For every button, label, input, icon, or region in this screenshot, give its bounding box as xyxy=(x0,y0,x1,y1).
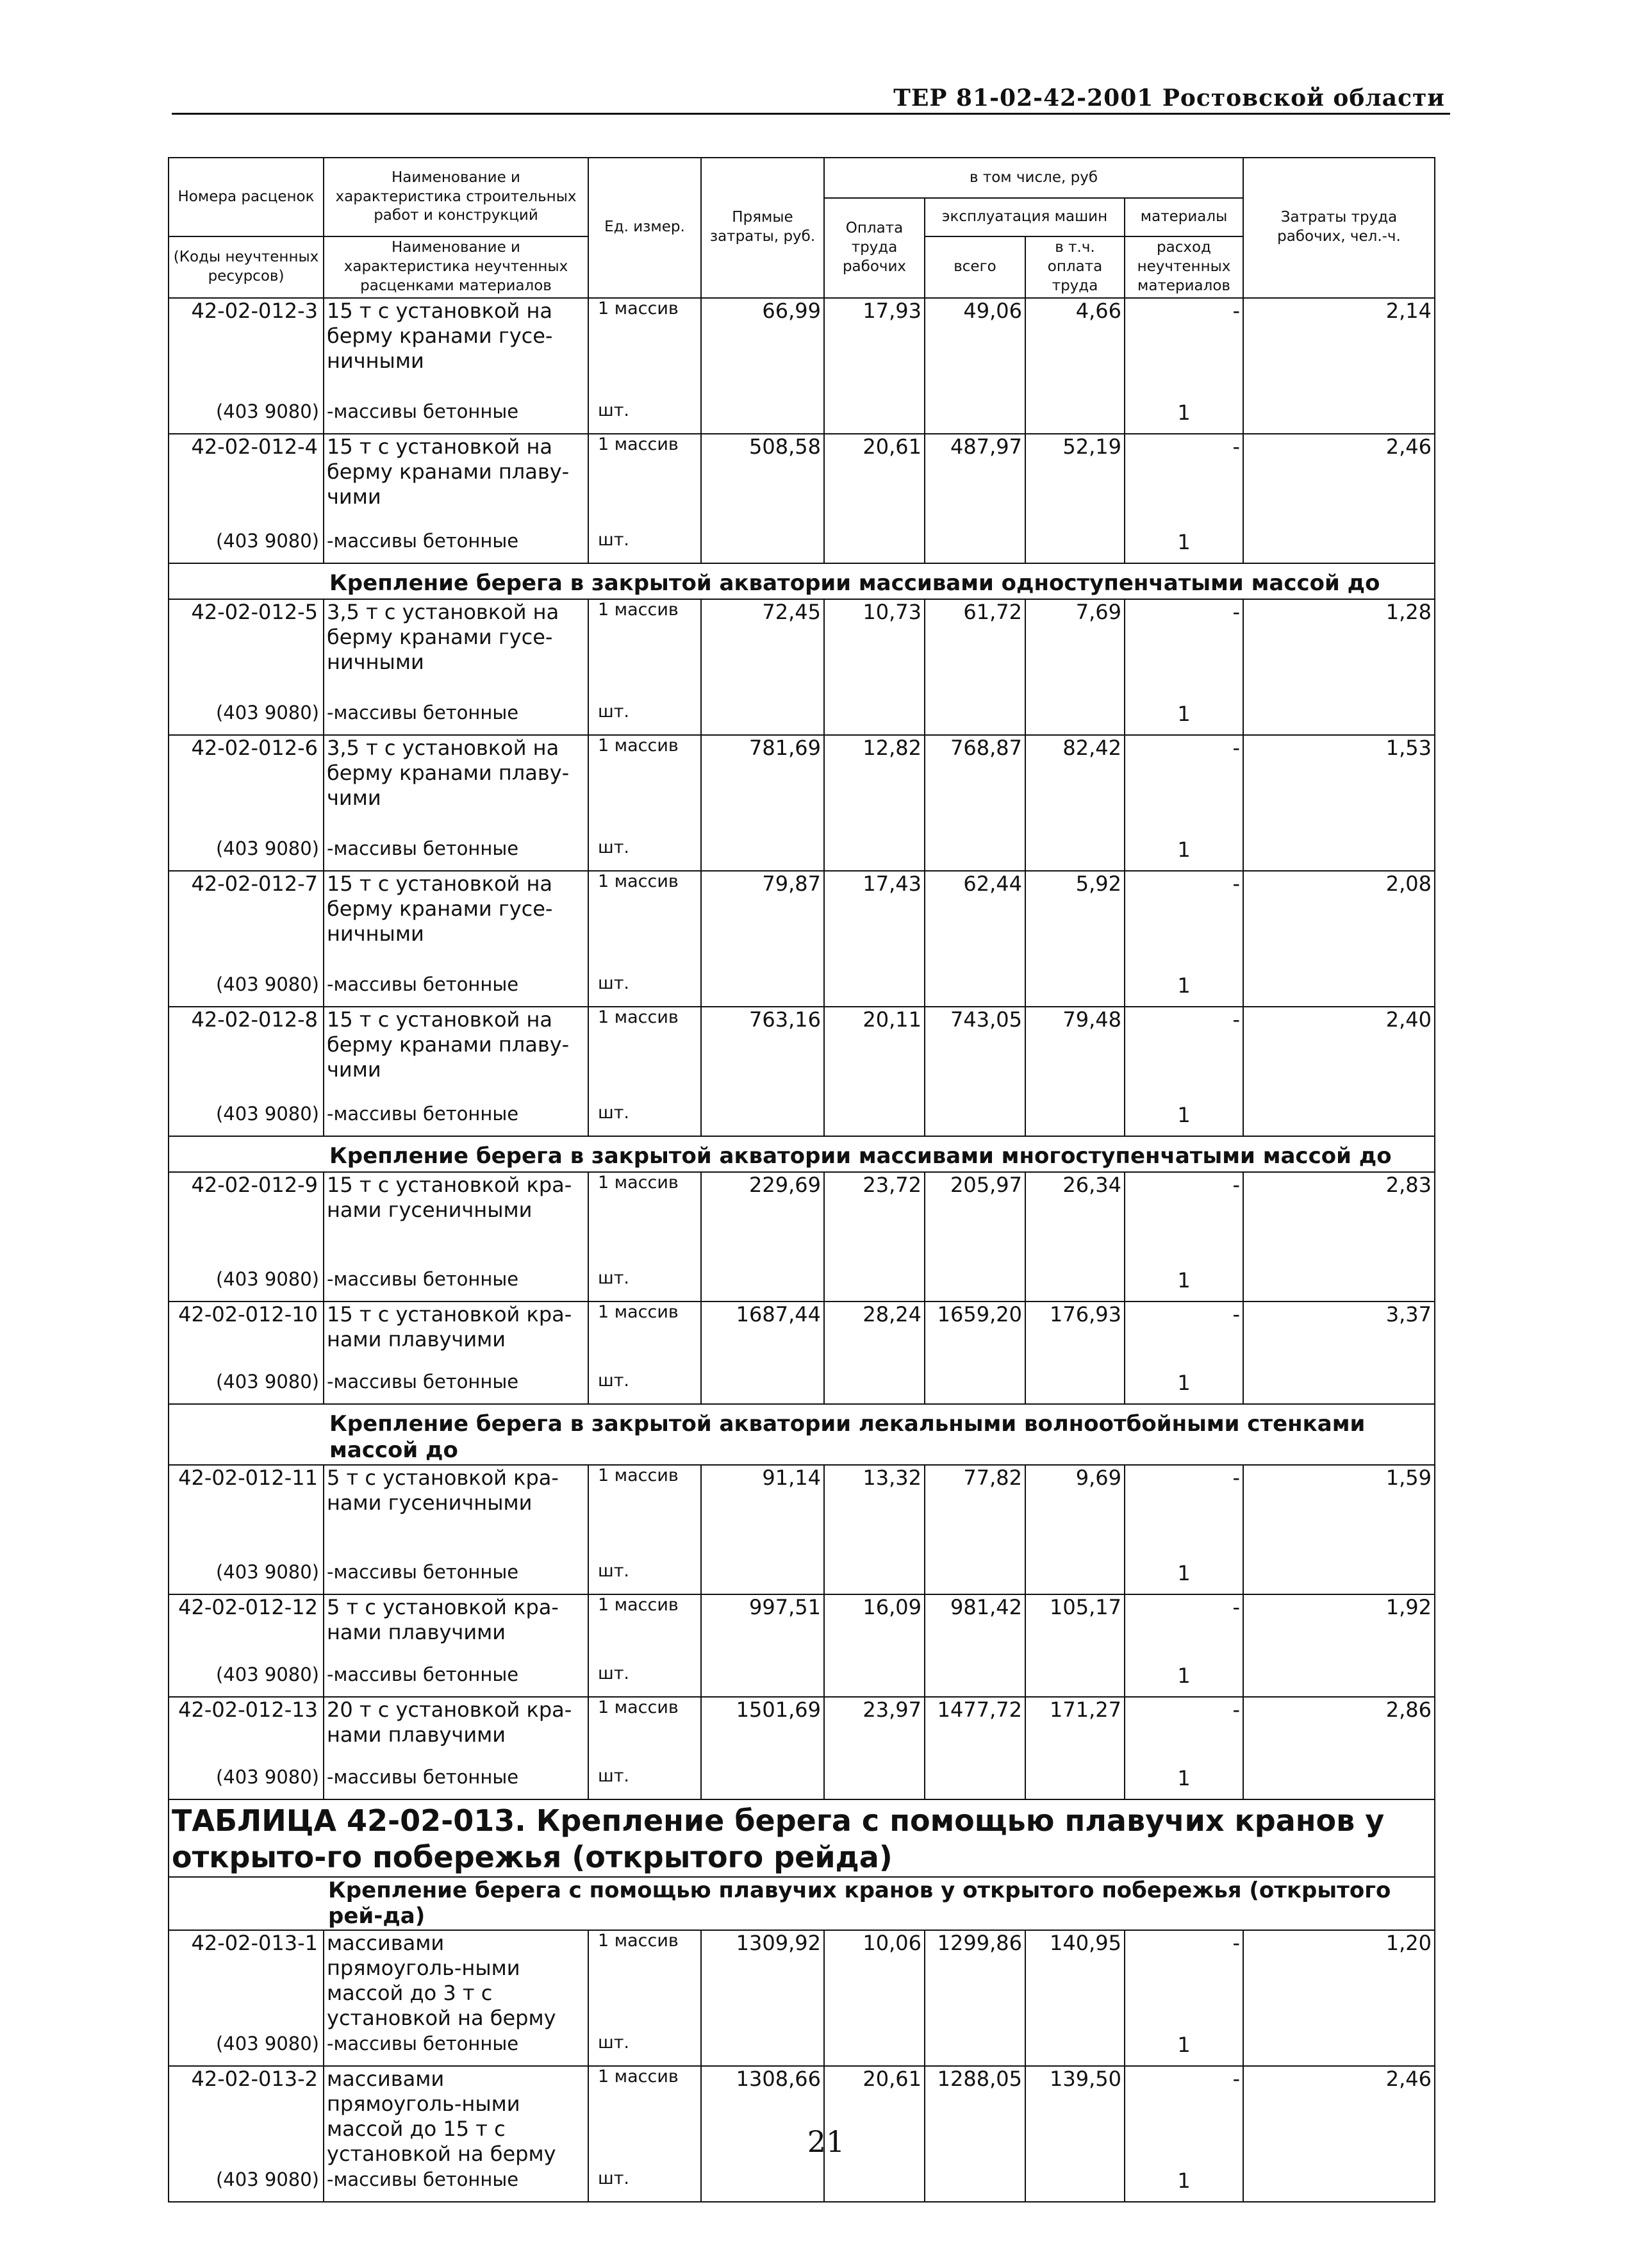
resource-hours-empty xyxy=(1243,1664,1435,1697)
rate-code: 42-02-012-8 xyxy=(169,1007,324,1103)
resource-quantity: 1 xyxy=(1125,2169,1243,2202)
rate-hours: 2,83 xyxy=(1243,1172,1435,1268)
rate-direct: 1308,66 xyxy=(701,2066,824,2169)
resource-code: (403 9080) xyxy=(169,838,324,871)
rate-machines-labor: 7,69 xyxy=(1025,599,1125,702)
rate-materials: - xyxy=(1125,434,1243,530)
rate-row xyxy=(169,298,1435,401)
resource-unit: шт. xyxy=(588,973,701,1007)
header-unit: Ед. измер. xyxy=(588,158,701,298)
rate-labor: 20,11 xyxy=(824,1007,925,1103)
resource-name: -массивы бетонные xyxy=(324,1268,588,1302)
rate-code: 42-02-012-11 xyxy=(169,1465,324,1561)
resource-labor-empty xyxy=(824,973,925,1007)
rate-machines: 62,44 xyxy=(925,871,1025,973)
resource-machines-empty xyxy=(925,1268,1025,1302)
rate-hours: 2,40 xyxy=(1243,1007,1435,1103)
rate-name: 15 т с установкой кра-нами плавучими xyxy=(324,1302,588,1371)
resource-machines-labor-empty xyxy=(1025,1103,1125,1136)
resource-hours-empty xyxy=(1243,1766,1435,1799)
page-number: 21 xyxy=(807,2124,845,2159)
rate-unit: 1 массив xyxy=(588,1302,701,1371)
resource-labor-empty xyxy=(824,1268,925,1302)
rate-code: 42-02-012-5 xyxy=(169,599,324,702)
resource-direct-empty xyxy=(701,2033,824,2066)
rate-name: 15 т с установкой на берму кранами гусе-ничными xyxy=(324,871,588,973)
rate-hours: 3,37 xyxy=(1243,1302,1435,1371)
rate-machines: 981,42 xyxy=(925,1594,1025,1664)
rate-machines: 77,82 xyxy=(925,1465,1025,1561)
rate-direct: 781,69 xyxy=(701,735,824,838)
resource-machines-labor-empty xyxy=(1025,2033,1125,2066)
resource-direct-empty xyxy=(701,1664,824,1697)
rate-machines-labor: 176,93 xyxy=(1025,1302,1125,1371)
rate-materials: - xyxy=(1125,1007,1243,1103)
header-direct: Прямые затраты, руб. xyxy=(701,158,824,298)
resource-code: (403 9080) xyxy=(169,1766,324,1799)
header-code: Номера расценок xyxy=(169,158,324,236)
table-subtitle-row xyxy=(169,1877,1435,1931)
rate-direct: 91,14 xyxy=(701,1465,824,1561)
rate-labor: 23,72 xyxy=(824,1172,925,1268)
rate-hours: 2,14 xyxy=(1243,298,1435,401)
rate-unit: 1 массив xyxy=(588,871,701,973)
resource-machines-labor-empty xyxy=(1025,1371,1125,1404)
rate-code: 42-02-012-12 xyxy=(169,1594,324,1664)
resource-labor-empty xyxy=(824,702,925,735)
resource-name: -массивы бетонные xyxy=(324,1103,588,1136)
rate-code: 42-02-013-2 xyxy=(169,2066,324,2169)
resource-machines-empty xyxy=(925,530,1025,563)
rate-machines-labor: 140,95 xyxy=(1025,1930,1125,2033)
rates-table xyxy=(168,157,1435,2203)
rate-hours: 2,46 xyxy=(1243,434,1435,530)
resource-row xyxy=(169,838,1435,871)
resource-machines-empty xyxy=(925,1561,1025,1594)
resource-row xyxy=(169,702,1435,735)
resource-code: (403 9080) xyxy=(169,401,324,434)
resource-name: -массивы бетонные xyxy=(324,1664,588,1697)
resource-labor-empty xyxy=(824,1664,925,1697)
header-machines-labor: в т.ч. оплата труда xyxy=(1025,236,1125,298)
rate-unit: 1 массив xyxy=(588,1697,701,1766)
rate-row xyxy=(169,1302,1435,1371)
rate-machines-labor: 82,42 xyxy=(1025,735,1125,838)
resource-code: (403 9080) xyxy=(169,1268,324,1302)
rate-name: массивами прямоуголь-ными массой до 15 т с установкой на берму xyxy=(324,2066,588,2169)
rate-machines: 1288,05 xyxy=(925,2066,1025,2169)
rate-name: 3,5 т с установкой на берму кранами плаву-чими xyxy=(324,735,588,838)
rate-code: 42-02-012-4 xyxy=(169,434,324,530)
resource-direct-empty xyxy=(701,2169,824,2202)
rate-hours: 1,53 xyxy=(1243,735,1435,838)
rate-machines-labor: 105,17 xyxy=(1025,1594,1125,1664)
resource-quantity: 1 xyxy=(1125,1561,1243,1594)
resource-quantity: 1 xyxy=(1125,1371,1243,1404)
header-materials-sub: расход неучтенных материалов xyxy=(1125,236,1243,298)
resource-code: (403 9080) xyxy=(169,1103,324,1136)
rate-machines-labor: 52,19 xyxy=(1025,434,1125,530)
rate-code: 42-02-012-3 xyxy=(169,298,324,401)
rate-unit: 1 массив xyxy=(588,2066,701,2169)
rate-materials: - xyxy=(1125,2066,1243,2169)
rate-labor: 20,61 xyxy=(824,2066,925,2169)
resource-quantity: 1 xyxy=(1125,973,1243,1007)
resource-machines-empty xyxy=(925,2033,1025,2066)
rate-labor: 28,24 xyxy=(824,1302,925,1371)
resource-machines-labor-empty xyxy=(1025,702,1125,735)
resource-labor-empty xyxy=(824,2169,925,2202)
resource-row xyxy=(169,2169,1435,2202)
rate-unit: 1 массив xyxy=(588,434,701,530)
resource-unit: шт. xyxy=(588,1371,701,1404)
rate-name: массивами прямоуголь-ными массой до 3 т с установкой на берму xyxy=(324,1930,588,2033)
rate-direct: 1501,69 xyxy=(701,1697,824,1766)
rate-machines-labor: 171,27 xyxy=(1025,1697,1125,1766)
resource-direct-empty xyxy=(701,838,824,871)
resource-name: -массивы бетонные xyxy=(324,401,588,434)
resource-labor-empty xyxy=(824,838,925,871)
rate-unit: 1 массив xyxy=(588,1465,701,1561)
header-name-bottom: Наименование и характеристика неучтенных расценками материалов xyxy=(324,236,588,298)
rate-direct: 72,45 xyxy=(701,599,824,702)
rate-row xyxy=(169,1172,1435,1268)
resource-unit: шт. xyxy=(588,702,701,735)
rate-code: 42-02-012-6 xyxy=(169,735,324,838)
rate-name: 15 т с установкой на берму кранами плаву-чими xyxy=(324,1007,588,1103)
rate-labor: 10,06 xyxy=(824,1930,925,2033)
resource-direct-empty xyxy=(701,1268,824,1302)
rate-machines: 1299,86 xyxy=(925,1930,1025,2033)
resource-name: -массивы бетонные xyxy=(324,1766,588,1799)
rate-direct: 1309,92 xyxy=(701,1930,824,2033)
resource-code: (403 9080) xyxy=(169,2169,324,2202)
section-row xyxy=(169,1404,1435,1465)
rate-direct: 763,16 xyxy=(701,1007,824,1103)
header-code-bottom: (Коды неучтенных ресурсов) xyxy=(169,236,324,298)
section-row xyxy=(169,563,1435,599)
rate-materials: - xyxy=(1125,1930,1243,2033)
rate-labor: 17,93 xyxy=(824,298,925,401)
rate-hours: 1,20 xyxy=(1243,1930,1435,2033)
resource-hours-empty xyxy=(1243,401,1435,434)
resource-machines-labor-empty xyxy=(1025,1766,1125,1799)
section-title: Крепление берега в закрытой акватории массивами одноступенчатыми массой до xyxy=(169,563,1435,599)
rate-hours: 1,92 xyxy=(1243,1594,1435,1664)
rate-hours: 1,59 xyxy=(1243,1465,1435,1561)
resource-quantity: 1 xyxy=(1125,1268,1243,1302)
rate-labor: 17,43 xyxy=(824,871,925,973)
rate-code: 42-02-013-1 xyxy=(169,1930,324,2033)
section-row xyxy=(169,1136,1435,1172)
rate-materials: - xyxy=(1125,298,1243,401)
rate-materials: - xyxy=(1125,1594,1243,1664)
rate-labor: 23,97 xyxy=(824,1697,925,1766)
header-including: в том числе, руб xyxy=(824,158,1243,198)
resource-code: (403 9080) xyxy=(169,1371,324,1404)
rate-name: 3,5 т с установкой на берму кранами гусе-ничными xyxy=(324,599,588,702)
resource-unit: шт. xyxy=(588,2169,701,2202)
rate-machines: 768,87 xyxy=(925,735,1025,838)
rate-machines-labor: 139,50 xyxy=(1025,2066,1125,2169)
rate-labor: 13,32 xyxy=(824,1465,925,1561)
resource-code: (403 9080) xyxy=(169,2033,324,2066)
resource-direct-empty xyxy=(701,973,824,1007)
resource-name: -массивы бетонные xyxy=(324,2033,588,2066)
header-labor-cost: Затраты труда рабочих, чел.-ч. xyxy=(1243,158,1435,298)
resource-name: -массивы бетонные xyxy=(324,1371,588,1404)
rate-row xyxy=(169,1594,1435,1664)
resource-machines-labor-empty xyxy=(1025,1561,1125,1594)
resource-name: -массивы бетонные xyxy=(324,530,588,563)
resource-name: -массивы бетонные xyxy=(324,973,588,1007)
resource-machines-empty xyxy=(925,1664,1025,1697)
resource-hours-empty xyxy=(1243,702,1435,735)
rate-machines-labor: 9,69 xyxy=(1025,1465,1125,1561)
rate-machines-labor: 4,66 xyxy=(1025,298,1125,401)
header-materials: материалы xyxy=(1125,198,1243,236)
resource-machines-empty xyxy=(925,973,1025,1007)
resource-row xyxy=(169,401,1435,434)
table-header xyxy=(169,158,1435,298)
resource-machines-empty xyxy=(925,2169,1025,2202)
resource-name: -массивы бетонные xyxy=(324,1561,588,1594)
resource-row xyxy=(169,1268,1435,1302)
rate-materials: - xyxy=(1125,1172,1243,1268)
rate-machines: 487,97 xyxy=(925,434,1025,530)
header-name: Наименование и характеристика строительных работ и конструкций xyxy=(324,158,588,236)
rates-body xyxy=(169,298,1435,2203)
rate-machines: 61,72 xyxy=(925,599,1025,702)
rate-row xyxy=(169,735,1435,838)
rate-row xyxy=(169,1930,1435,2033)
resource-machines-empty xyxy=(925,702,1025,735)
rate-hours: 2,46 xyxy=(1243,2066,1435,2169)
resource-labor-empty xyxy=(824,401,925,434)
resource-code: (403 9080) xyxy=(169,1664,324,1697)
table-subtitle: Крепление берега с помощью плавучих кранов у открытого побережья (открытого рей-да) xyxy=(169,1877,1435,1931)
rate-unit: 1 массив xyxy=(588,735,701,838)
resource-machines-labor-empty xyxy=(1025,2169,1125,2202)
rate-labor: 16,09 xyxy=(824,1594,925,1664)
rate-machines: 1477,72 xyxy=(925,1697,1025,1766)
rate-row xyxy=(169,434,1435,530)
rate-code: 42-02-012-10 xyxy=(169,1302,324,1371)
resource-hours-empty xyxy=(1243,2169,1435,2202)
rate-labor: 10,73 xyxy=(824,599,925,702)
resource-row xyxy=(169,973,1435,1007)
rate-hours: 2,86 xyxy=(1243,1697,1435,1766)
rate-machines: 49,06 xyxy=(925,298,1025,401)
resource-name: -массивы бетонные xyxy=(324,838,588,871)
resource-direct-empty xyxy=(701,1766,824,1799)
resource-hours-empty xyxy=(1243,973,1435,1007)
resource-labor-empty xyxy=(824,1766,925,1799)
rate-unit: 1 массив xyxy=(588,599,701,702)
resource-code: (403 9080) xyxy=(169,1561,324,1594)
rate-machines: 743,05 xyxy=(925,1007,1025,1103)
resource-machines-empty xyxy=(925,1766,1025,1799)
rate-unit: 1 массив xyxy=(588,298,701,401)
rate-direct: 997,51 xyxy=(701,1594,824,1664)
rate-row xyxy=(169,1465,1435,1561)
resource-machines-empty xyxy=(925,1103,1025,1136)
section-title: Крепление берега в закрытой акватории лекальными волноотбойными стенками массой до xyxy=(169,1404,1435,1465)
rate-unit: 1 массив xyxy=(588,1007,701,1103)
resource-hours-empty xyxy=(1243,838,1435,871)
rate-row xyxy=(169,1007,1435,1103)
rate-materials: - xyxy=(1125,735,1243,838)
resource-machines-empty xyxy=(925,1371,1025,1404)
resource-row xyxy=(169,1766,1435,1799)
resource-row xyxy=(169,1103,1435,1136)
rate-machines-labor: 5,92 xyxy=(1025,871,1125,973)
rate-name: 15 т с установкой на берму кранами гусе-ничными xyxy=(324,298,588,401)
rate-machines: 1659,20 xyxy=(925,1302,1025,1371)
table-title: ТАБЛИЦА 42-02-013. Крепление берега с помощью плавучих кранов у открыто-го побережья (открытого рейда) xyxy=(169,1799,1435,1877)
rate-materials: - xyxy=(1125,1697,1243,1766)
rate-machines-labor: 79,48 xyxy=(1025,1007,1125,1103)
document-header xyxy=(172,85,1450,115)
resource-code: (403 9080) xyxy=(169,530,324,563)
resource-name: -массивы бетонные xyxy=(324,702,588,735)
resource-hours-empty xyxy=(1243,1268,1435,1302)
rate-materials: - xyxy=(1125,1465,1243,1561)
resource-unit: шт. xyxy=(588,401,701,434)
header-machines: эксплуатация машин xyxy=(925,198,1125,236)
rate-materials: - xyxy=(1125,599,1243,702)
rate-hours: 2,08 xyxy=(1243,871,1435,973)
rate-row xyxy=(169,599,1435,702)
resource-quantity: 1 xyxy=(1125,401,1243,434)
resource-quantity: 1 xyxy=(1125,1664,1243,1697)
resource-direct-empty xyxy=(701,530,824,563)
rate-direct: 66,99 xyxy=(701,298,824,401)
resource-labor-empty xyxy=(824,1371,925,1404)
rate-name: 5 т с установкой кра-нами плавучими xyxy=(324,1594,588,1664)
resource-row xyxy=(169,1371,1435,1404)
rate-name: 15 т с установкой кра-нами гусеничными xyxy=(324,1172,588,1268)
resource-quantity: 1 xyxy=(1125,702,1243,735)
rate-row xyxy=(169,871,1435,973)
resource-direct-empty xyxy=(701,401,824,434)
resource-hours-empty xyxy=(1243,1103,1435,1136)
resource-code: (403 9080) xyxy=(169,702,324,735)
resource-quantity: 1 xyxy=(1125,838,1243,871)
rate-labor: 12,82 xyxy=(824,735,925,838)
resource-direct-empty xyxy=(701,1371,824,1404)
resource-unit: шт. xyxy=(588,530,701,563)
section-title: Крепление берега в закрытой акватории массивами многоступенчатыми массой до xyxy=(169,1136,1435,1172)
resource-labor-empty xyxy=(824,2033,925,2066)
rate-unit: 1 массив xyxy=(588,1930,701,2033)
rate-row xyxy=(169,1697,1435,1766)
rate-code: 42-02-012-7 xyxy=(169,871,324,973)
resource-unit: шт. xyxy=(588,838,701,871)
header-machines-total: всего xyxy=(925,236,1025,298)
resource-quantity: 1 xyxy=(1125,530,1243,563)
rate-name: 5 т с установкой кра-нами гусеничными xyxy=(324,1465,588,1561)
resource-quantity: 1 xyxy=(1125,1103,1243,1136)
resource-code: (403 9080) xyxy=(169,973,324,1007)
resource-name: -массивы бетонные xyxy=(324,2169,588,2202)
rate-code: 42-02-012-13 xyxy=(169,1697,324,1766)
resource-unit: шт. xyxy=(588,1664,701,1697)
resource-labor-empty xyxy=(824,1103,925,1136)
rate-name: 20 т с установкой кра-нами плавучими xyxy=(324,1697,588,1766)
resource-row xyxy=(169,1664,1435,1697)
rate-machines: 205,97 xyxy=(925,1172,1025,1268)
resource-quantity: 1 xyxy=(1125,2033,1243,2066)
resource-machines-empty xyxy=(925,838,1025,871)
resource-machines-labor-empty xyxy=(1025,1268,1125,1302)
document-header-title: ТЕР 81-02-42-2001 Ростовской области xyxy=(893,85,1445,112)
resource-hours-empty xyxy=(1243,1561,1435,1594)
resource-unit: шт. xyxy=(588,1766,701,1799)
rate-direct: 1687,44 xyxy=(701,1302,824,1371)
resource-labor-empty xyxy=(824,1561,925,1594)
table-title-row xyxy=(169,1799,1435,1877)
resource-machines-labor-empty xyxy=(1025,1664,1125,1697)
resource-row xyxy=(169,1561,1435,1594)
resource-machines-labor-empty xyxy=(1025,838,1125,871)
resource-unit: шт. xyxy=(588,1103,701,1136)
resource-unit: шт. xyxy=(588,2033,701,2066)
resource-hours-empty xyxy=(1243,1371,1435,1404)
resource-row xyxy=(169,530,1435,563)
rate-code: 42-02-012-9 xyxy=(169,1172,324,1268)
rate-labor: 20,61 xyxy=(824,434,925,530)
rate-direct: 229,69 xyxy=(701,1172,824,1268)
resource-unit: шт. xyxy=(588,1268,701,1302)
rate-unit: 1 массив xyxy=(588,1172,701,1268)
header-labor-pay: Оплата труда рабочих xyxy=(824,198,925,298)
resource-quantity: 1 xyxy=(1125,1766,1243,1799)
rate-hours: 1,28 xyxy=(1243,599,1435,702)
resource-hours-empty xyxy=(1243,2033,1435,2066)
rate-direct: 508,58 xyxy=(701,434,824,530)
rate-materials: - xyxy=(1125,871,1243,973)
resource-labor-empty xyxy=(824,530,925,563)
rate-direct: 79,87 xyxy=(701,871,824,973)
resource-unit: шт. xyxy=(588,1561,701,1594)
rate-name: 15 т с установкой на берму кранами плаву-чими xyxy=(324,434,588,530)
resource-hours-empty xyxy=(1243,530,1435,563)
resource-machines-empty xyxy=(925,401,1025,434)
resource-row xyxy=(169,2033,1435,2066)
rate-machines-labor: 26,34 xyxy=(1025,1172,1125,1268)
resource-machines-labor-empty xyxy=(1025,401,1125,434)
rate-materials: - xyxy=(1125,1302,1243,1371)
resource-direct-empty xyxy=(701,702,824,735)
rate-unit: 1 массив xyxy=(588,1594,701,1664)
resource-direct-empty xyxy=(701,1561,824,1594)
resource-direct-empty xyxy=(701,1103,824,1136)
resource-machines-labor-empty xyxy=(1025,530,1125,563)
resource-machines-labor-empty xyxy=(1025,973,1125,1007)
